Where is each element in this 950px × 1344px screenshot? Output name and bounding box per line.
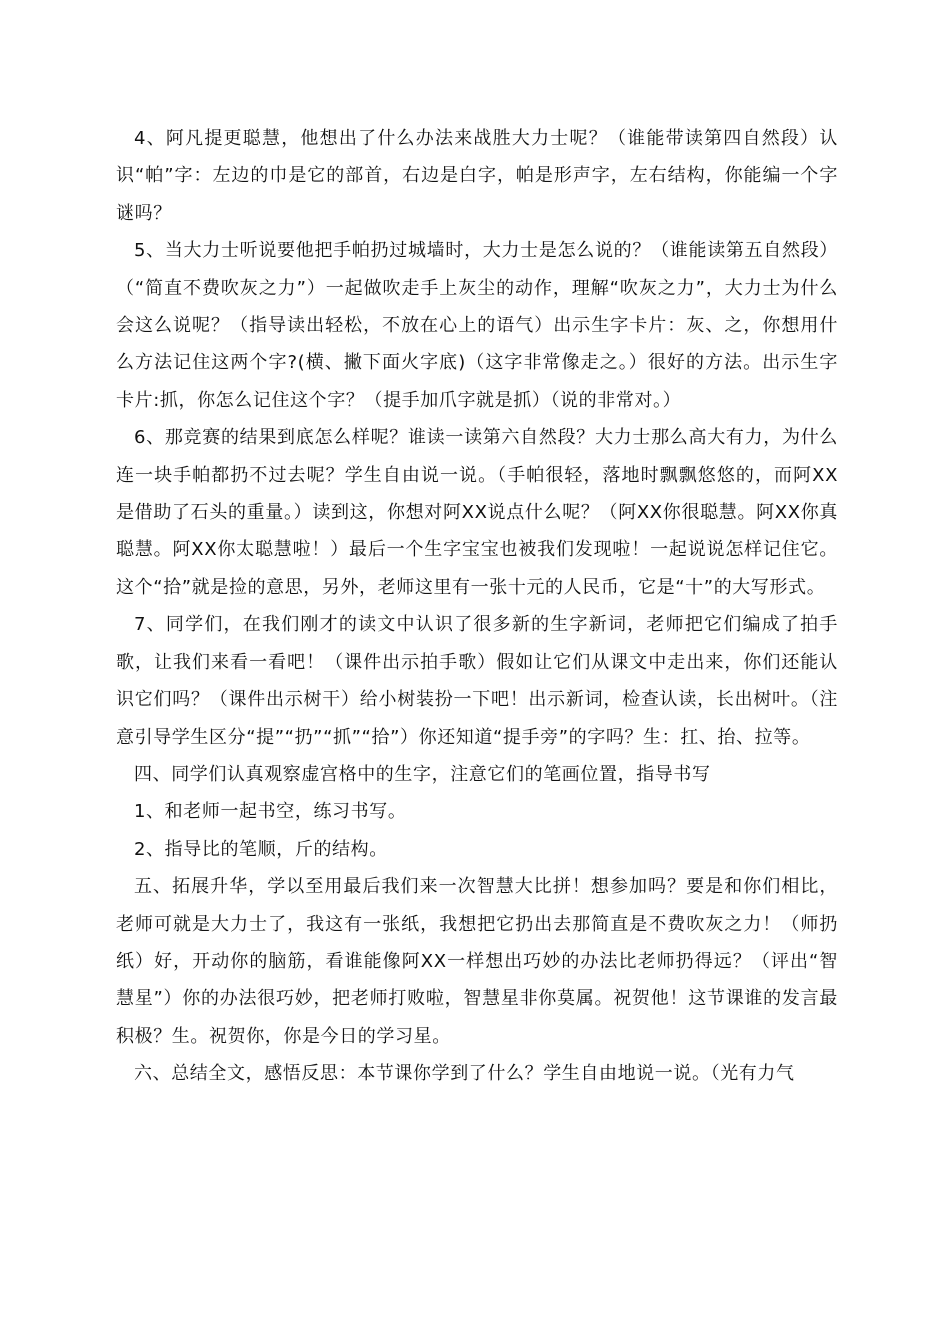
section-heading-4: 四、同学们认真观察虚宫格中的生字，注意它们的笔画位置，指导书写 [134,763,711,785]
paragraph-writing-1: 1、和老师一起书空，练习书写。 [134,801,407,823]
paragraph-step-4: 4、阿凡提更聪慧，他想出了什么办法来战胜大力士呢？（谁能带读第四自然段）认识“帕”字：左边的巾是它的部首，右边是白字，帕是形声字，左右结构，你能编一个字谜吗？ [116,128,838,224]
section-paragraph-5: 五、拓展升华，学以至用最后我们来一次智慧大比拼！想参加吗？要是和你们相比，老师可就是大力士了，我这有一张纸，我想把它扔出去那简直是不费吹灰之力！（师扔纸）好，开动你的脑筋，看谁能像阿XX一样想出巧妙的办法比老师扔得远？（评出“智慧星”）你的办法很巧妙，把老师打败啦，智慧星非你莫属。祝贺他！这节课谁的发言最积极？生。祝贺你，你是今日的学习星。 [116,876,838,1047]
paragraph-step-5: 5、当大力士听说要他把手帕扔过城墙时，大力士是怎么说的？（谁能读第五自然段）（“简直不费吹灰之力”）一起做吹走手上灰尘的动作，理解“吹灰之力”，大力士为什么会这么说呢？（指导读出轻松，不放在心上的语气）出示生字卡片：灰、之，你想用什么方法记住这两个字?(横、撇下面火字底)（这字非常像走之。）很好的方法。出示生字卡片:抓，你怎么记住这个字？（提手加爪字就是抓）（说的非常对。） [116,240,838,411]
section-paragraph-6: 六、总结全文，感悟反思：本节课你学到了什么？学生自由地说一说。（光有力气 [134,1063,795,1085]
paragraph-step-6: 6、那竞赛的结果到底怎么样呢？谁读一读第六自然段？大力士那么高大有力，为什么连一块手帕都扔不过去呢？学生自由说一说。（手帕很轻，落地时飘飘悠悠的，而阿XX是借助了石头的重量。）读到这，你想对阿XX说点什么呢？（阿XX你很聪慧。阿XX你真聪慧。阿XX你太聪慧啦！）最后一个生字宝宝也被我们发现啦！一起说说怎样记住它。这个“拾”就是捡的意思，另外，老师这里有一张十元的人民币，它是“十”的大写形式。 [116,427,838,598]
paragraph-step-7: 7、同学们，在我们刚才的读文中认识了很多新的生字新词，老师把它们编成了拍手歌，让我们来看一看吧！（课件出示拍手歌）假如让它们从课文中走出来，你们还能认识它们吗？（课件出示树干）给小树装扮一下吧！出示新词，检查认读，长出树叶。（注意引导学生区分“提”“扔”“抓”“拾”）你还知道“提手旁”的字吗？生：扛、抬、拉等。 [116,614,838,748]
paragraph-writing-2: 2、指导比的笔顺，斤的结构。 [134,838,388,860]
document-body [116,120,838,1093]
